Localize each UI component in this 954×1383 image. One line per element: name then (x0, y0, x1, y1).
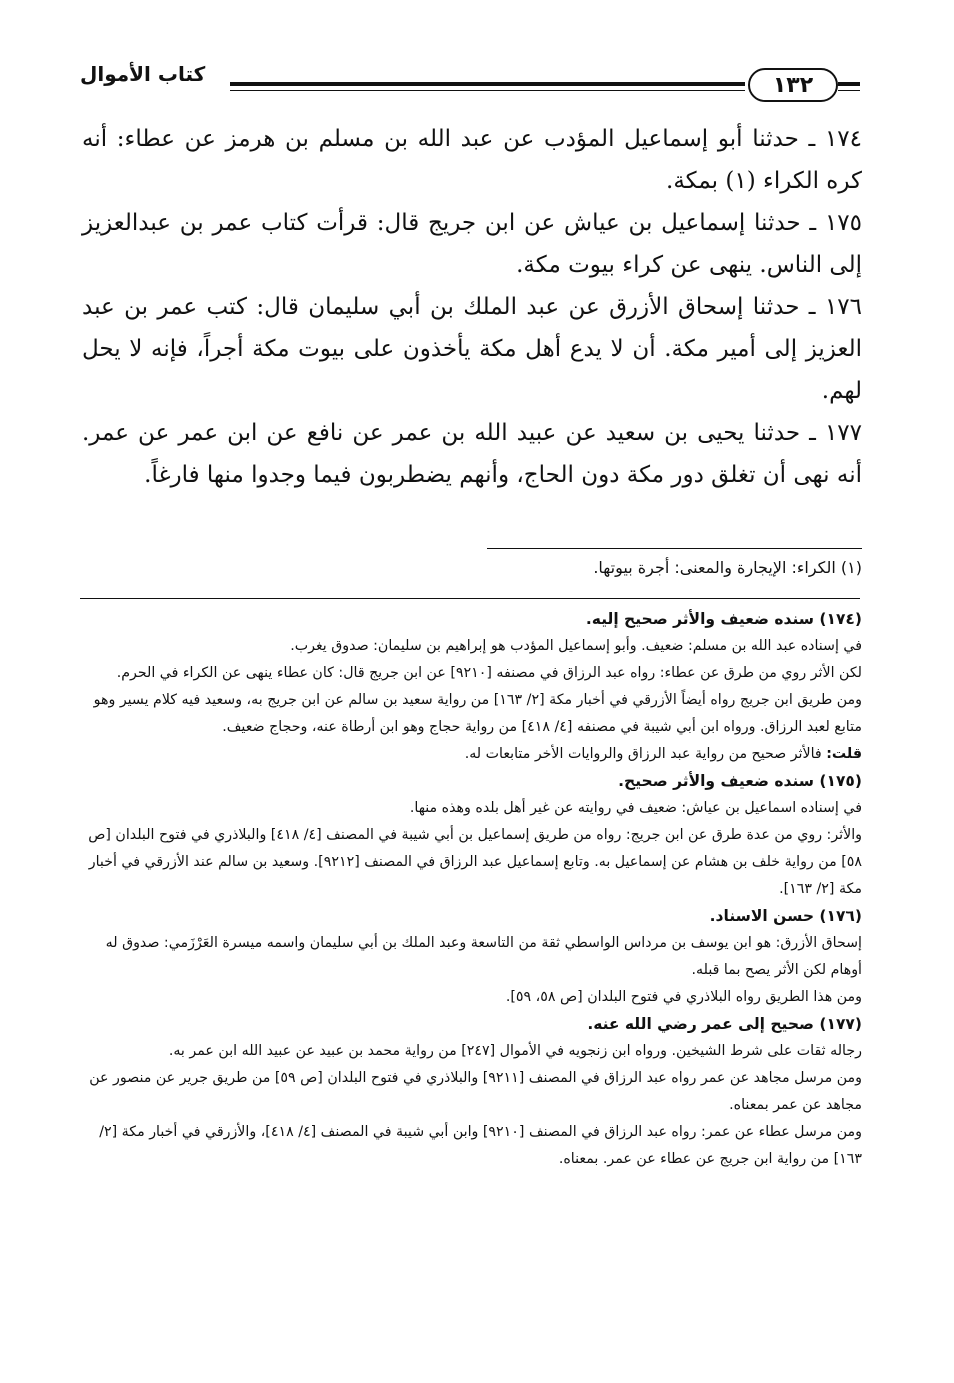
note-174-p2: لكن الأثر روي من طرق عن عطاء: رواه عبد الرزاق في مصنفه [٩٢١٠] عن ابن جريج قال: كان عطاء ينهى عن الكراء في الحرم. (116, 665, 862, 681)
note-176-heading: (١٧٦) حسن الاسناد. (709, 907, 862, 925)
hadith-177: ١٧٧ ـ حدثنا يحيى بن سعيد عن عبيد الله بن عمر عن نافع عن ابن عمر عن عمر. أنه نهى أن تغلق دور مكة دون الحاج، وأنهم يضطربون فيما وجدوا منها فارغاً. (82, 420, 862, 488)
header-rule-left (230, 82, 745, 86)
note-177-heading: (١٧٧) صحيح إلى عمر رضي الله عنه. (587, 1015, 862, 1033)
note-175-p2: والأثر: روي من عدة طرق عن ابن جريج: رواه من طريق إسماعيل بن أبي شيبة في المصنف [٤/ ٤١٨] والبلاذري في فتوح البلدان [ص ٥٨] من رواية خلف بن هشام عن إسماعيل به. وتابع إسماعيل عبد الرزاق في المصنف [٩٢١٢]. وسعيد بن سالم عند الأزرقي في أخبار مكة [٢/ ١٦٣]. (88, 827, 862, 897)
commentary (72, 606, 862, 1173)
main-text (82, 118, 862, 496)
note-175-p1: في إسناده اسماعيل بن عياش: ضعيف في روايته عن غير أهل بلده وهذه منها. (409, 800, 862, 816)
page-number: ١٣٢ (748, 68, 838, 102)
hadith-174: ١٧٤ ـ حدثنا أبو إسماعيل المؤدب عن عبد الله بن مسلم بن هرمز عن عطاء: أنه كره الكراء (١) بمكة. (82, 126, 862, 194)
note-174-p3: ومن طريق ابن جريج رواه أيضاً الأزرقي في أخبار مكة [٢/ ١٦٣] من رواية سعيد بن سالم عن ابن جريج به، وسعيد فيه كلام يسير وهو متابع لعبد الرزاق. ورواه ابن أبي شيبة في مصنفه [٤/ ٤١٨] من رواية حجاج وهو ابن أرطاة عنه، وحجاج ضعيف. (93, 692, 862, 735)
note-174-p4 (72, 741, 862, 768)
header-rule-left-thin (230, 90, 745, 91)
note-176-p1: إسحاق الأزرق: هو ابن يوسف بن مرداس الواسطي ثقة من التاسعة وعبد الملك بن أبي سليمان واسمه ميسرة العَرْزَمي: صدوق له أوهام لكن الأثر يصح بما قبله. (105, 935, 862, 978)
footnote-divider (487, 548, 862, 549)
note-174-heading: (١٧٤) سنده ضعيف والأثر صحيح إليه. (585, 610, 862, 628)
note-177-p1: رجاله ثقات على شرط الشيخين. ورواه ابن زنجويه في الأموال [٢٤٧] من رواية محمد بن عبيد عن عبيد الله ابن عمر به. (168, 1043, 862, 1059)
note-177-p2: ومن مرسل مجاهد عن عمر رواه عبد الرزاق في المصنف [٩٢١١] والبلاذري في فتوح البلدان [ص ٥٩] من طريق جرير عن منصور عن مجاهد عن عمر بمعناه. (89, 1070, 862, 1113)
commentary-divider (80, 598, 860, 599)
hadith-176: ١٧٦ ـ حدثنا إسحاق الأزرق عن عبد الملك بن أبي سليمان قال: كتب عمر بن عبد العزيز إلى أمير مكة. أن لا يدع أهل مكة يأخذون على بيوت مكة أجراً، فإنه لا يحل لهم. (82, 294, 862, 404)
footnote-1: (١) الكراء: الإيجارة والمعنى: أجرة بيوتها. (593, 558, 862, 577)
header-rule-right-thin (838, 90, 860, 91)
note-174-p4-label: قلت: (826, 746, 862, 762)
hadith-175: ١٧٥ ـ حدثنا إسماعيل بن عياش عن ابن جريج قال: قرأت كتاب عمر بن عبدالعزيز إلى الناس. ينهى عن كراء بيوت مكة. (82, 210, 862, 278)
note-174-p1: في إسناده عبد الله بن مسلم: ضعيف. وأبو إسماعيل المؤدب هو إبراهيم بن سليمان: صدوق يغرب. (290, 638, 862, 654)
note-177-p3: ومن مرسل عطاء عن عمر: رواه عبد الرزاق في المصنف [٩٢١٠] وابن أبي شيبة في المصنف [٤/ ٤١٨]، والأزرقي في أخبار مكة [٢/ ١٦٣] من رواية ابن جريج عن عطاء عن عمر. بمعناه. (99, 1124, 862, 1167)
note-176-p2: ومن هذا الطريق رواه البلاذري في فتوح البلدان [ص ٥٨، ٥٩]. (505, 989, 862, 1005)
running-title: كتاب الأموال (80, 62, 206, 86)
page-header (80, 62, 860, 112)
header-rule-right (838, 82, 860, 86)
note-175-heading: (١٧٥) سنده ضعيف والأثر صحيح. (618, 772, 862, 790)
note-174-p4-text: فالأثر صحيح من رواية عبد الرزاق والروايات الأخر متابعات له. (464, 746, 822, 762)
